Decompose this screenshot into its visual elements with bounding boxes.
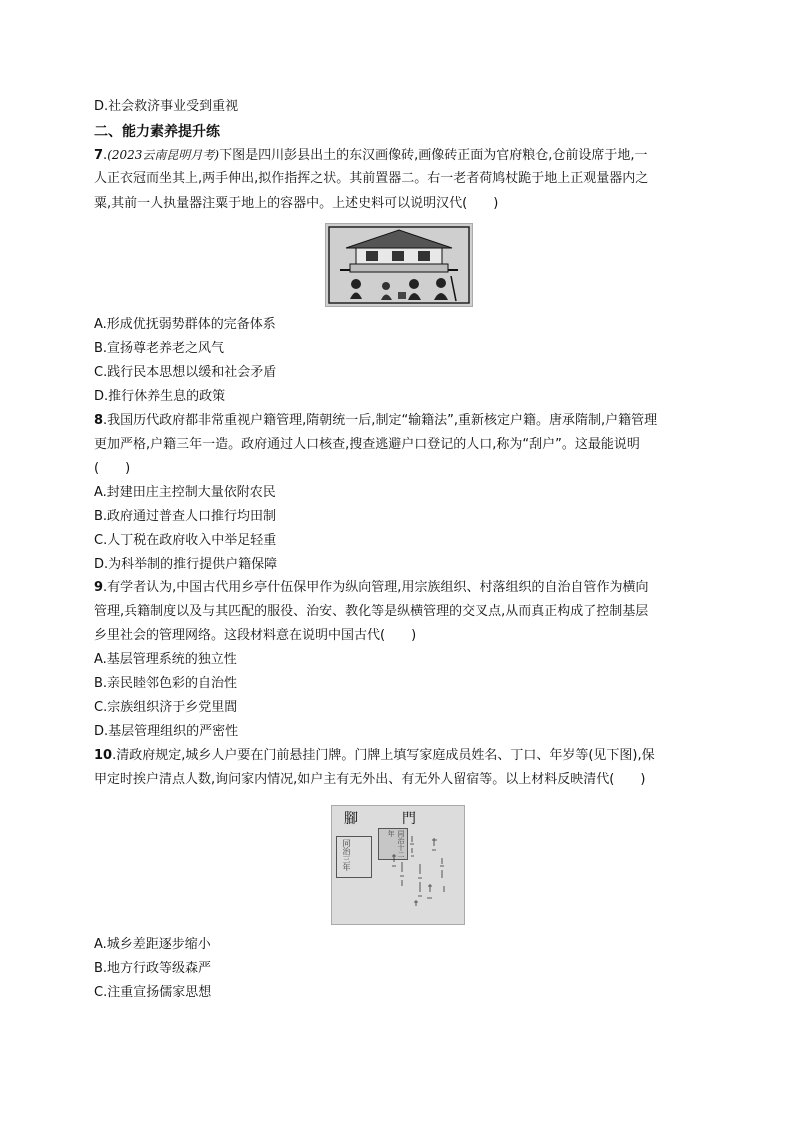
q9-text-a: .有学者认为,中国古代用乡亭什伍保甲作为纵向管理,用宗族组织、村落组织的自治自管作为横向 xyxy=(103,580,649,595)
section-heading: 二、能力素养提升练 xyxy=(94,124,220,140)
q7-option-a: A.形成优抚弱势群体的完备体系 xyxy=(94,317,276,332)
placard-title-1: 腳 xyxy=(344,811,358,827)
q7-option-c: C.践行民本思想以缓和社会矛盾 xyxy=(94,365,277,380)
q9-option-d: D.基层管理组织的严密性 xyxy=(94,724,239,739)
q7-text-a: 下图是四川彭县出土的东汉画像砖,画像砖正面为官府粮仓,仓前设席于地,一 xyxy=(219,148,648,163)
q10-text-a: .清政府规定,城乡人户要在门前悬挂门牌。门牌上填写家庭成员姓名、丁口、年岁等(见下图),保 xyxy=(112,748,655,763)
q8-option-b: B.政府通过普查人口推行均田制 xyxy=(94,509,277,524)
q8-stem-line-1 xyxy=(94,411,657,431)
han-granary-relief-image xyxy=(325,223,473,307)
q7-option-b: B.宣扬尊老养老之风气 xyxy=(94,341,225,356)
q8-stem-line-3: ( ) xyxy=(94,461,131,476)
q7-stem-line-1: 7.(2023云南昆明月考)下图是四川彭县出土的东汉画像砖,画像砖正面为官府粮仓,仓前设席于地,一 xyxy=(94,148,648,163)
q9-number: 9 xyxy=(94,580,104,595)
seal-left-text: 同治三年 xyxy=(342,839,351,871)
q8-stem-line-2: 更加严格,户籍三年一造。政府通过人口核查,搜查逃避户口登记的人口,称为“刮户”。这最能说明 xyxy=(94,437,640,452)
relief-drawing xyxy=(326,224,472,306)
placard-title-2: 門 xyxy=(402,811,416,827)
q7-stem-line-3: 粟,其前一人执量器注粟于地上的容器中。上述史料可以说明汉代( ) xyxy=(94,196,499,211)
placard-handwriting xyxy=(332,806,464,924)
q10-stem-line-2: 甲定时挨户清点人数,询问家内情况,如户主有无外出、有无外人留宿等。以上材料反映清代( ) xyxy=(94,772,646,787)
q9-option-a: A.基层管理系统的独立性 xyxy=(94,652,237,667)
q9-option-c: C.宗族组织济于乡党里閭 xyxy=(94,700,238,715)
q8-number: 8 xyxy=(94,413,104,428)
q9-stem-line-2: 管理,兵籍制度以及与其匹配的服役、治安、教化等是纵横管理的交叉点,从而真正构成了控制基层 xyxy=(94,604,649,619)
q10-option-a: A.城乡差距逐步缩小 xyxy=(94,937,211,952)
q10-option-b: B.地方行政等级森严 xyxy=(94,961,212,976)
q10-stem-line-1 xyxy=(94,746,655,766)
q9-stem-line-1 xyxy=(94,578,648,598)
q9-stem-line-3: 乡里社会的管理网络。这段材料意在说明中国古代( ) xyxy=(94,628,417,643)
q8-text-a: .我国历代政府都非常重视户籍管理,隋朝统一后,制定“输籍法”,重新核定户籍。唐承隋制,户籍管理 xyxy=(103,413,658,428)
q7-stem-line-2: 人正衣冠而坐其上,两手伸出,拟作指挥之状。其前置器二。右一老者荷鸠杖跪于地上正观量器内之 xyxy=(94,171,649,186)
q8-option-a: A.封建田庄主控制大量依附农民 xyxy=(94,485,276,500)
q9-option-b: B.亲民睦邻色彩的自治性 xyxy=(94,676,238,691)
q6-option-d: D.社会救济事业受到重视 xyxy=(94,99,239,114)
q8-option-d: D.为科举制的推行提供户籍保障 xyxy=(94,557,278,572)
qing-door-placard-image xyxy=(331,805,465,925)
q7-option-d: D.推行休养生息的政策 xyxy=(94,389,226,404)
q7-number: 7 xyxy=(94,148,104,163)
seal-center-text: 同治十二年 xyxy=(387,830,405,858)
q8-option-c: C.人丁税在政府收入中举足轻重 xyxy=(94,533,277,548)
q10-number: 10 xyxy=(94,748,113,763)
q7-source: (2023云南昆明月考) xyxy=(107,148,220,162)
q10-option-c: C.注重宣扬儒家思想 xyxy=(94,985,212,1000)
